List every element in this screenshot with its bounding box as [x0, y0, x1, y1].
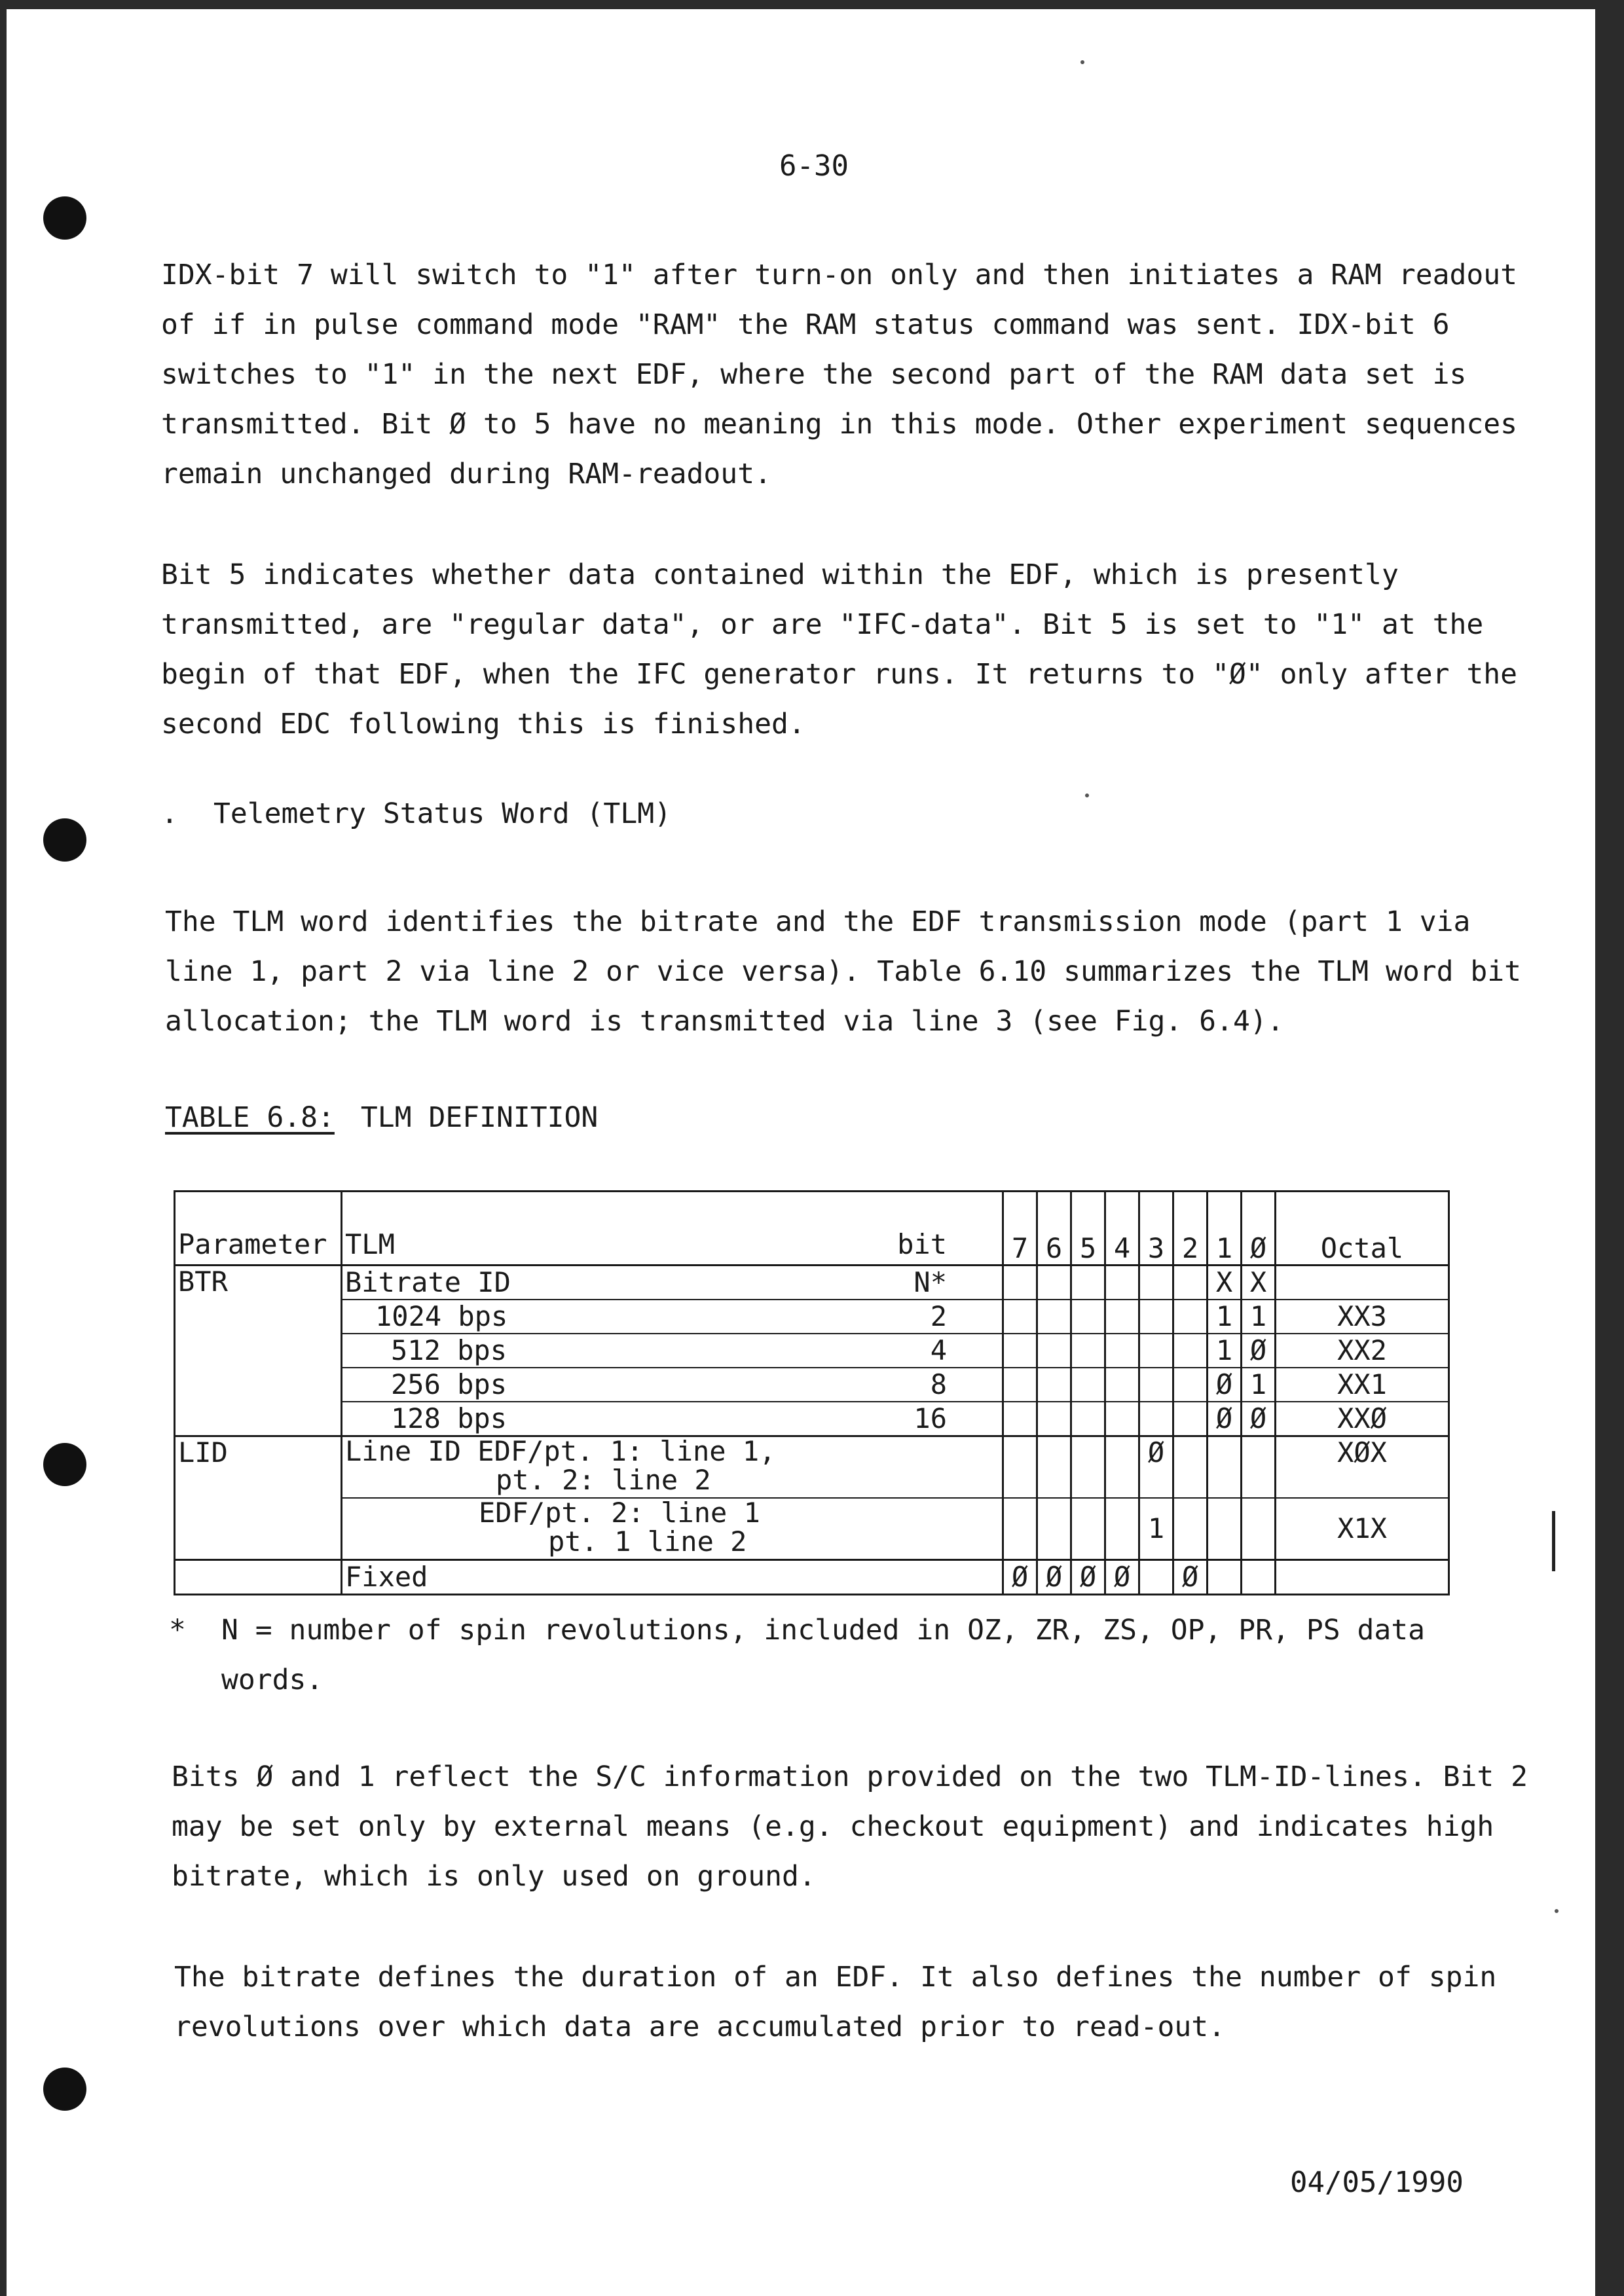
- paragraph-bits-0-1: Bits Ø and 1 reflect the S/C information provided on the two TLM-ID-lines. Bit 2 may be set only by external means (e.g. checkout equipment) and indicates high bitrate, which is only used on ground.: [172, 1760, 1528, 1893]
- tlm-label: 256 bps: [391, 1368, 507, 1400]
- bit1-cell: [1208, 1560, 1242, 1595]
- bit6-cell: [1037, 1300, 1071, 1334]
- table-caption-title: TLM DEFINITION: [360, 1101, 599, 1134]
- paragraph-bit5: Bit 5 indicates whether data contained within the EDF, which is presently transmitted, are "regular data", or are "IFC-data". Bit 5 is set to "1" at the begin of that EDF, when the IFC generator runs. It returns to "Ø" only after the second EDC following this is finished.: [161, 558, 1518, 740]
- bit4-cell: [1105, 1402, 1139, 1436]
- bit5-cell: Ø: [1071, 1560, 1105, 1595]
- tlm-label: Bitrate ID: [345, 1266, 511, 1298]
- bit2-cell: [1173, 1334, 1208, 1368]
- tlm-cell: [342, 1334, 1003, 1368]
- bit-count: 16: [913, 1402, 947, 1434]
- bit2-cell: [1173, 1402, 1208, 1436]
- bit0-cell: 1: [1242, 1300, 1276, 1334]
- bit5-cell: [1071, 1266, 1105, 1300]
- bit3-cell: [1139, 1300, 1173, 1334]
- paragraph-tlm-word: The TLM word identifies the bitrate and the EDF transmission mode (part 1 via line 1, part 2 via line 2 or vice versa). Table 6.10 summarizes the TLM word bit allocation; the TLM word is transmitted via line 3 (see Fig. 6.4).: [165, 905, 1522, 1038]
- octal-cell: XX2: [1276, 1334, 1449, 1368]
- bit2-cell: Ø: [1173, 1560, 1208, 1595]
- header-bit-4: 4: [1105, 1192, 1139, 1266]
- bit6-cell: [1037, 1498, 1071, 1560]
- bit6-cell: [1037, 1266, 1071, 1300]
- bit0-cell: [1242, 1436, 1276, 1499]
- bit7-cell: [1003, 1436, 1037, 1499]
- bit-count: 2: [930, 1300, 947, 1332]
- octal-cell: XØX: [1276, 1436, 1449, 1499]
- parameter-lid: LID: [175, 1436, 342, 1560]
- bit7-cell: [1003, 1498, 1037, 1560]
- bit7-cell: [1003, 1368, 1037, 1402]
- table-row: [175, 1368, 1449, 1402]
- octal-cell: [1276, 1560, 1449, 1595]
- bit3-cell: [1139, 1560, 1173, 1595]
- section-heading-text: Telemetry Status Word (TLM): [213, 797, 671, 830]
- bit3-cell: [1139, 1266, 1173, 1300]
- punch-hole: [43, 196, 86, 240]
- scan-border-top: [0, 0, 1624, 9]
- bit0-cell: [1242, 1498, 1276, 1560]
- bit-count: 4: [930, 1334, 947, 1366]
- bit6-cell: [1037, 1368, 1071, 1402]
- tlm-label: pt. 1 line 2: [548, 1525, 747, 1558]
- bit0-cell: Ø: [1242, 1402, 1276, 1436]
- octal-cell: XXØ: [1276, 1402, 1449, 1436]
- bit1-cell: [1208, 1436, 1242, 1499]
- tlm-cell: Fixed: [342, 1560, 1003, 1595]
- bit6-cell: [1037, 1334, 1071, 1368]
- punch-hole: [43, 818, 86, 862]
- scan-speck: [1085, 793, 1089, 797]
- tlm-cell: [342, 1368, 1003, 1402]
- table-header-row: [175, 1192, 1449, 1266]
- bit0-cell: Ø: [1242, 1334, 1276, 1368]
- bit6-cell: [1037, 1436, 1071, 1499]
- bit7-cell: [1003, 1402, 1037, 1436]
- bit1-cell: Ø: [1208, 1368, 1242, 1402]
- tlm-label: Line ID EDF/pt. 1: line 1,: [345, 1436, 776, 1467]
- bit6-cell: Ø: [1037, 1560, 1071, 1595]
- bit0-cell: 1: [1242, 1368, 1276, 1402]
- footnote-text: N = number of spin revolutions, included in OZ, ZR, ZS, OP, PR, PS data words.: [221, 1614, 1426, 1696]
- bit3-cell: [1139, 1368, 1173, 1402]
- bit0-cell: [1242, 1560, 1276, 1595]
- bit5-cell: [1071, 1436, 1105, 1499]
- change-bar: [1552, 1511, 1555, 1571]
- table-row: [175, 1436, 1449, 1499]
- bit4-cell: [1105, 1436, 1139, 1499]
- punch-hole: [43, 1443, 86, 1486]
- header-tlm-bit: [342, 1192, 1003, 1266]
- tlm-cell: [342, 1300, 1003, 1334]
- page-date: 04/05/1990: [1290, 2166, 1464, 2199]
- bit7-cell: [1003, 1266, 1037, 1300]
- page-number: 6-30: [779, 149, 849, 183]
- table-row: [175, 1560, 1449, 1595]
- tlm-definition-table: [174, 1190, 1450, 1595]
- tlm-label: EDF/pt. 2: line 1: [479, 1498, 760, 1529]
- tlm-cell: [342, 1402, 1003, 1436]
- punch-hole: [43, 2068, 86, 2111]
- bit3-cell: Ø: [1139, 1436, 1173, 1499]
- bit2-cell: [1173, 1266, 1208, 1300]
- paragraph-bitrate: The bitrate defines the duration of an EDF. It also defines the number of spin revolutions over which data are accumulated prior to read-out.: [174, 1961, 1497, 2043]
- tlm-cell: [342, 1266, 1003, 1300]
- header-tlm: TLM: [345, 1228, 395, 1260]
- header-bit-2: 2: [1173, 1192, 1208, 1266]
- bit4-cell: Ø: [1105, 1560, 1139, 1595]
- scan-border-right: [1595, 0, 1624, 2296]
- header-bit-5: 5: [1071, 1192, 1105, 1266]
- bit6-cell: [1037, 1402, 1071, 1436]
- bit5-cell: [1071, 1334, 1105, 1368]
- header-bit-1: 1: [1208, 1192, 1242, 1266]
- table-row: [175, 1498, 1449, 1560]
- tlm-label: pt. 2: line 2: [496, 1464, 711, 1496]
- tlm-cell: [342, 1436, 1003, 1499]
- bit4-cell: [1105, 1300, 1139, 1334]
- table-caption-label: TABLE 6.8:: [165, 1101, 335, 1134]
- scan-speck: [1555, 1909, 1559, 1913]
- header-parameter: Parameter: [175, 1192, 342, 1266]
- bit5-cell: [1071, 1402, 1105, 1436]
- table-row: [175, 1266, 1449, 1300]
- octal-cell: X1X: [1276, 1498, 1449, 1560]
- bit-count: N*: [913, 1266, 947, 1298]
- tlm-label: 512 bps: [391, 1334, 507, 1366]
- tlm-cell: [342, 1498, 1003, 1560]
- bit4-cell: [1105, 1368, 1139, 1402]
- bit7-cell: [1003, 1300, 1037, 1334]
- scan-speck: [1080, 60, 1084, 64]
- bit3-cell: [1139, 1334, 1173, 1368]
- octal-cell: XX3: [1276, 1300, 1449, 1334]
- table-caption: [165, 1101, 598, 1134]
- bit4-cell: [1105, 1334, 1139, 1368]
- table-row: [175, 1300, 1449, 1334]
- parameter-empty: [175, 1560, 342, 1595]
- bit5-cell: [1071, 1498, 1105, 1560]
- bit-count: 8: [930, 1368, 947, 1400]
- bullet-marker: .: [161, 797, 178, 830]
- bit4-cell: [1105, 1498, 1139, 1560]
- header-bit: bit: [897, 1228, 947, 1260]
- parameter-btr: BTR: [175, 1266, 342, 1436]
- scan-border-left: [0, 0, 7, 2296]
- bit3-cell: 1: [1139, 1498, 1173, 1560]
- header-bit-0: Ø: [1242, 1192, 1276, 1266]
- bit1-cell: 1: [1208, 1334, 1242, 1368]
- bit1-cell: [1208, 1498, 1242, 1560]
- section-heading: [161, 797, 671, 830]
- bit7-cell: Ø: [1003, 1560, 1037, 1595]
- bit3-cell: [1139, 1402, 1173, 1436]
- bit0-cell: X: [1242, 1266, 1276, 1300]
- header-bit-3: 3: [1139, 1192, 1173, 1266]
- bit2-cell: [1173, 1300, 1208, 1334]
- bit2-cell: [1173, 1498, 1208, 1560]
- bit5-cell: [1071, 1300, 1105, 1334]
- tlm-label: 1024 bps: [375, 1300, 508, 1332]
- header-bit-7: 7: [1003, 1192, 1037, 1266]
- bit7-cell: [1003, 1334, 1037, 1368]
- bit2-cell: [1173, 1436, 1208, 1499]
- bit2-cell: [1173, 1368, 1208, 1402]
- paragraph-idx-bits: IDX-bit 7 will switch to "1" after turn-on only and then initiates a RAM readout of if in pulse command mode "RAM" the RAM status command was sent. IDX-bit 6 switches to "1" in the next EDF, where the second part of the RAM data set is transmitted. Bit Ø to 5 have no meaning in this mode. Other experiment sequences remain unchanged during RAM-readout.: [161, 259, 1518, 490]
- tlm-label: 128 bps: [391, 1402, 507, 1434]
- header-octal: Octal: [1276, 1192, 1449, 1266]
- bit1-cell: Ø: [1208, 1402, 1242, 1436]
- table-row: [175, 1334, 1449, 1368]
- bit4-cell: [1105, 1266, 1139, 1300]
- bit5-cell: [1071, 1368, 1105, 1402]
- table-row: [175, 1402, 1449, 1436]
- bit1-cell: 1: [1208, 1300, 1242, 1334]
- octal-cell: XX1: [1276, 1368, 1449, 1402]
- octal-cell: [1276, 1266, 1449, 1300]
- header-bit-6: 6: [1037, 1192, 1071, 1266]
- bit1-cell: X: [1208, 1266, 1242, 1300]
- footnote-marker: *: [169, 1614, 186, 1647]
